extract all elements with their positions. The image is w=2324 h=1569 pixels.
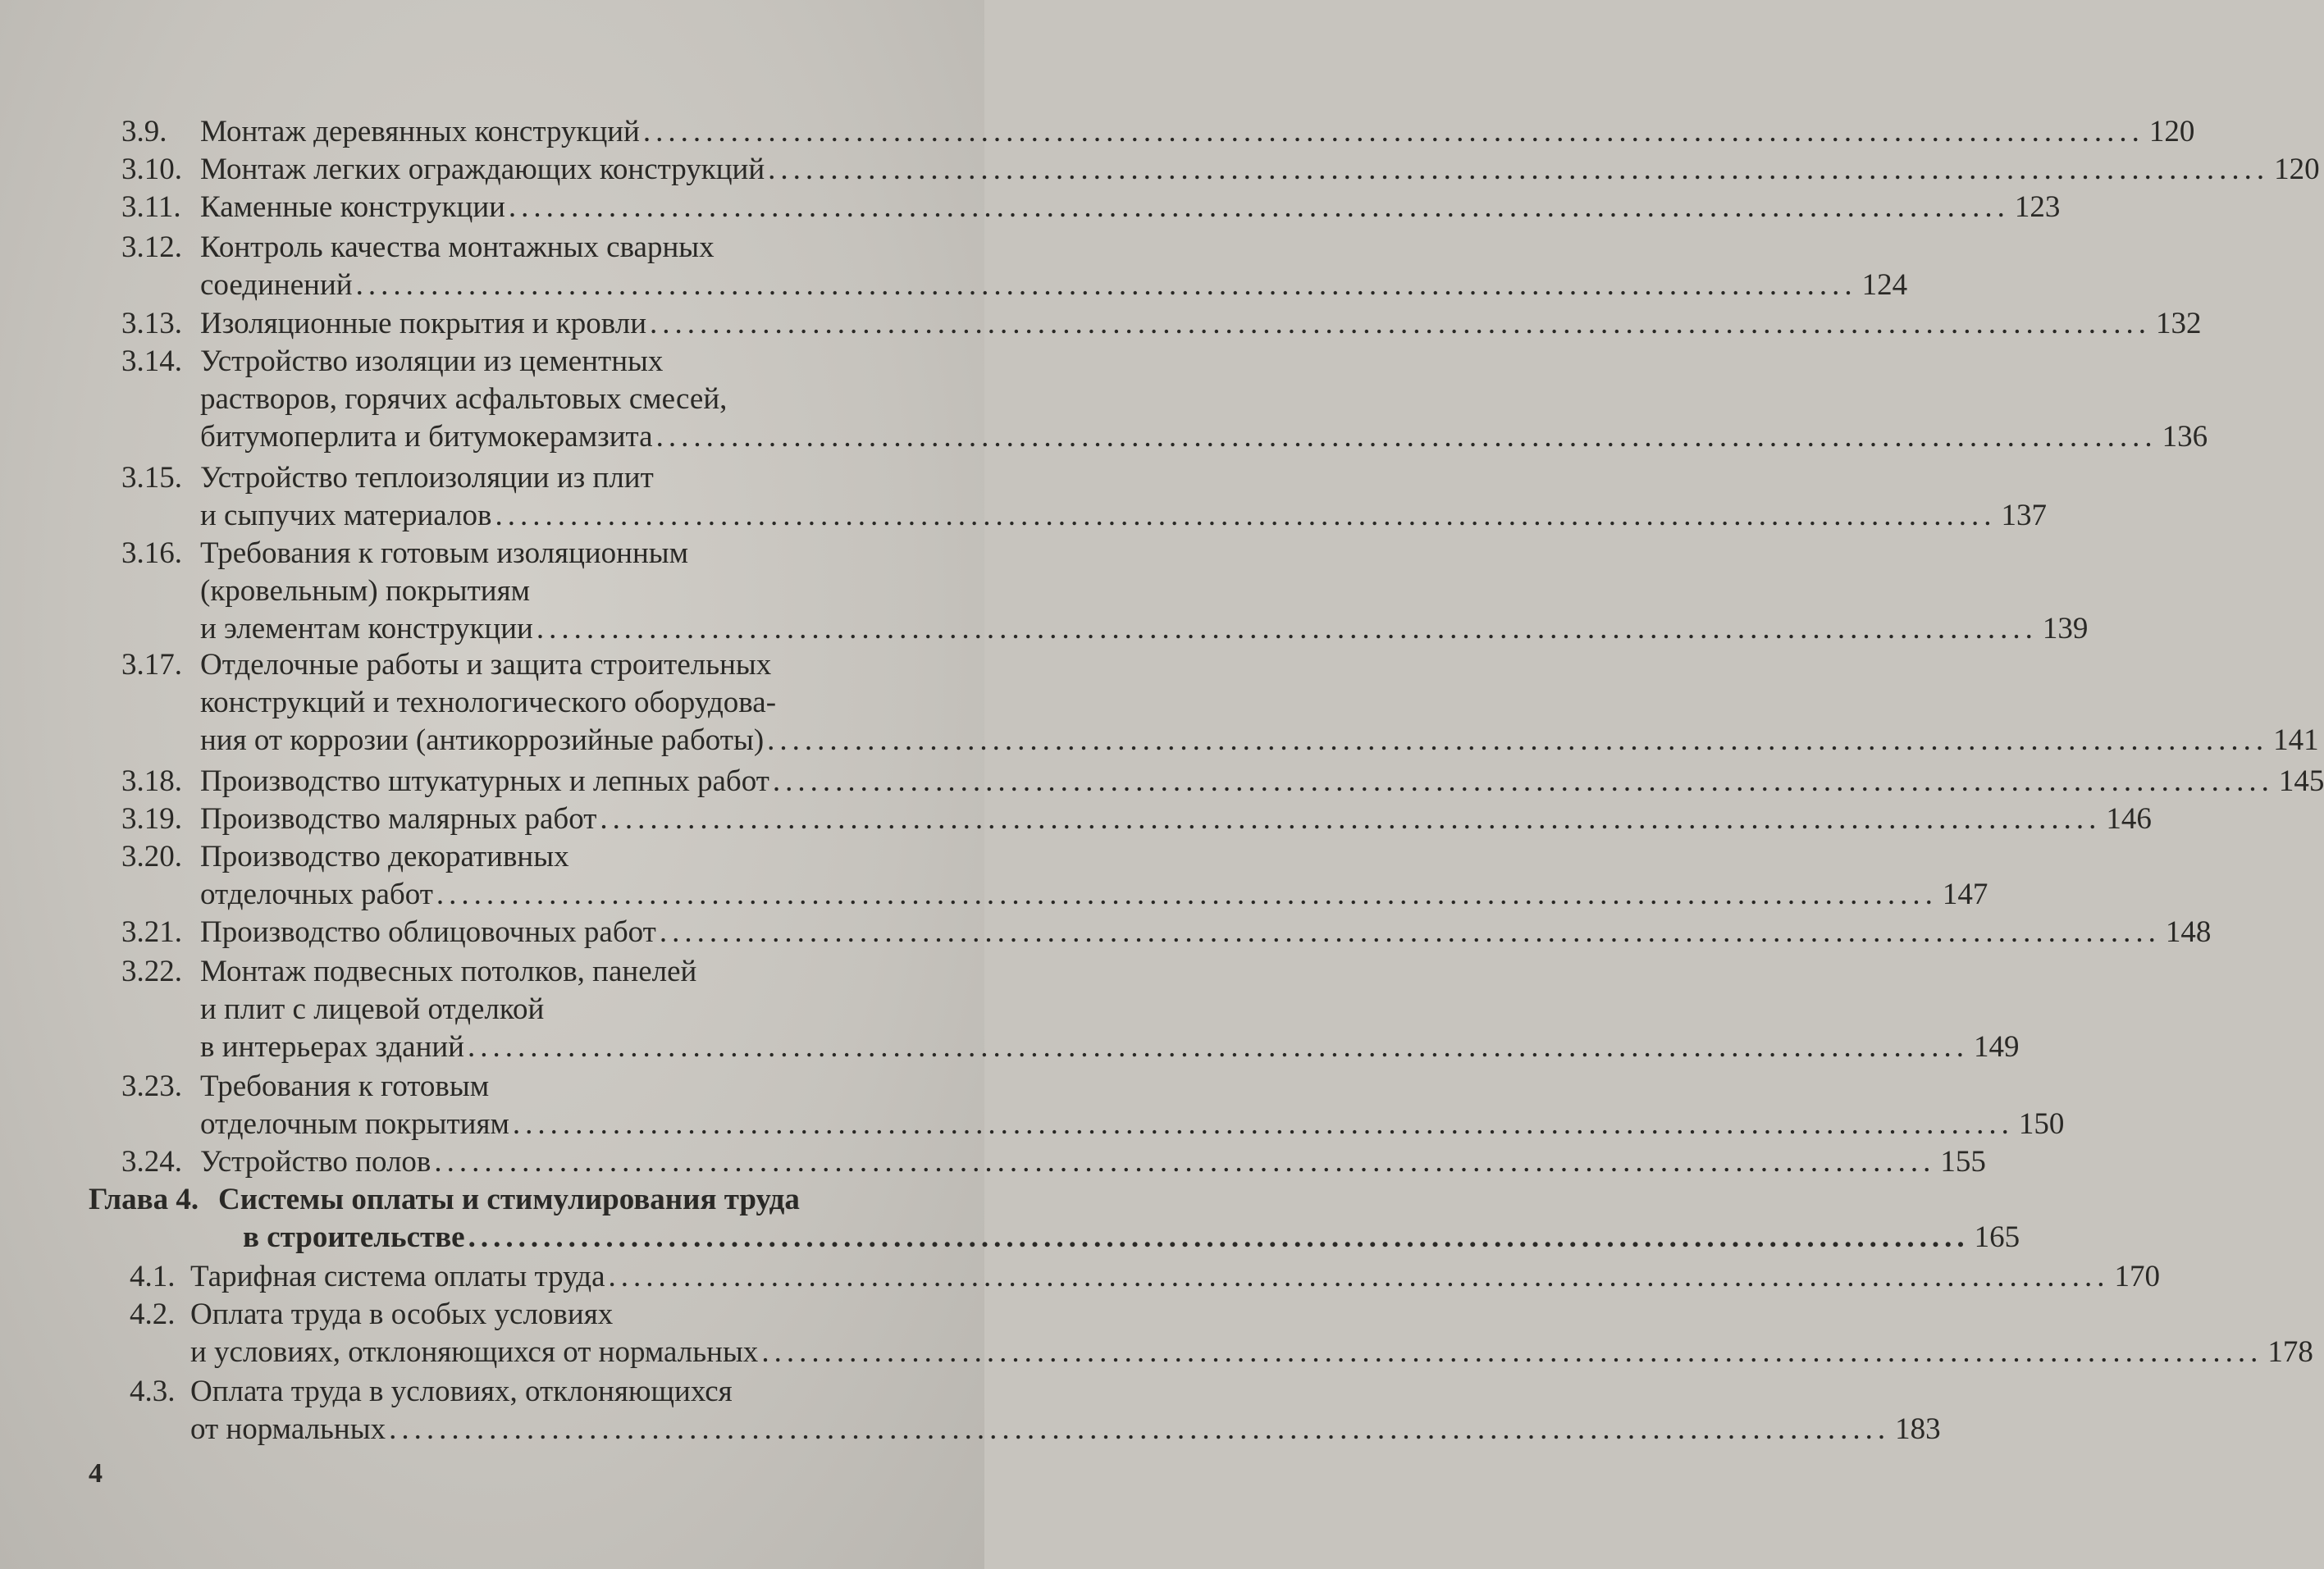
dot-leader: ........................................................................................................................ xyxy=(650,307,2151,340)
toc-entry-page: 183 xyxy=(1895,1412,1941,1446)
dot-leader: ........................................................................................................................ xyxy=(467,1030,1969,1064)
toc-entry-page: 178 xyxy=(2267,1335,2313,1369)
toc-entry-title: (кровельным) покрытиям xyxy=(200,574,530,608)
toc-entry-page: 146 xyxy=(2106,802,2152,836)
toc-entry-page: 147 xyxy=(1942,878,1988,911)
toc-entry-page: 165 xyxy=(1974,1220,2020,1254)
toc-entry-title: и условиях, отклоняющихся от нормальных xyxy=(190,1335,759,1369)
toc-entry-title: и элементам конструкции xyxy=(200,612,533,645)
toc-entry-page: 149 xyxy=(1973,1030,2020,1064)
toc-entry-page: 123 xyxy=(2014,190,2061,224)
dot-leader: ........................................................................................................................ xyxy=(436,878,1938,911)
toc-entry-title: в строительстве xyxy=(243,1220,465,1254)
toc-entry-number: 3.20. xyxy=(121,840,182,873)
toc-entry-number: 4.2. xyxy=(130,1298,176,1331)
toc-entry xyxy=(0,763,2324,800)
toc-entry-title: Каменные конструкции xyxy=(200,190,505,224)
toc-entry-number: 3.23. xyxy=(121,1070,182,1103)
toc-entry-line xyxy=(200,572,530,610)
toc-entry xyxy=(0,1296,2313,1371)
toc-entry-line xyxy=(200,722,2319,759)
toc-entry-title: и сыпучих материалов xyxy=(200,499,492,532)
toc-entry-line xyxy=(200,418,2208,456)
toc-entry-title: соединений xyxy=(200,268,353,302)
toc-entry-number: 3.16. xyxy=(121,536,182,570)
toc-entry-title: Устройство изоляции из цементных xyxy=(200,344,664,378)
toc-entry-number: 3.10. xyxy=(121,153,182,186)
toc-entry-title: Производство облицовочных работ xyxy=(200,915,656,949)
toc-entry-line xyxy=(190,1334,2313,1371)
toc-entry-line xyxy=(200,229,715,267)
toc-entry-title: Производство малярных работ xyxy=(200,802,597,836)
toc-entry-line xyxy=(190,1411,1941,1448)
toc-entry-page: 150 xyxy=(2018,1107,2065,1141)
toc-entry-line xyxy=(200,763,2324,800)
toc-entry-title: Производство штукатурных и лепных работ xyxy=(200,764,769,798)
toc-entry xyxy=(0,646,2319,759)
toc-entry-line xyxy=(200,800,2152,838)
dot-leader: ........................................................................................................................ xyxy=(434,1145,1936,1179)
toc-entry-title: Устройство теплоизоляции из плит xyxy=(200,461,654,495)
toc-entry xyxy=(0,343,2208,456)
toc-entry-number: 3.22. xyxy=(121,955,182,988)
toc-entry-page: 141 xyxy=(2273,723,2319,757)
toc-entry-title: Контроль качества монтажных сварных xyxy=(200,230,715,264)
toc-entry-line xyxy=(200,1143,1986,1181)
toc-entry-line xyxy=(200,113,2195,151)
toc-entry-title: Монтаж легких ограждающих конструкций xyxy=(200,153,765,186)
dot-leader: ........................................................................................................................ xyxy=(655,420,2157,454)
toc-entry-line xyxy=(218,1181,800,1219)
toc-entry-line xyxy=(200,914,2212,951)
toc-entry-page: 145 xyxy=(2278,764,2324,798)
toc-entry-line xyxy=(200,151,2320,189)
toc-entry-line xyxy=(200,1029,2020,1066)
toc-entry-title: Устройство полов xyxy=(200,1145,431,1179)
dot-leader: ........................................................................................................................ xyxy=(772,764,2274,798)
dot-leader: ........................................................................................................................ xyxy=(608,1260,2110,1293)
toc-entry-line xyxy=(200,381,727,418)
toc-entry xyxy=(0,800,2152,838)
toc-entry-line xyxy=(200,189,2061,226)
toc-entry-title: отделочных работ xyxy=(200,878,433,911)
toc-entry-page: 170 xyxy=(2114,1260,2160,1293)
toc-entry-number: 3.18. xyxy=(121,764,182,798)
toc-entry-line xyxy=(200,610,2089,648)
dot-leader: ........................................................................................................................ xyxy=(508,190,2010,224)
dot-leader: ........................................................................................................................ xyxy=(767,723,2269,757)
dot-leader: ........................................................................................................................ xyxy=(600,802,2102,836)
toc-entry xyxy=(0,838,1988,914)
toc-entry-line xyxy=(200,953,696,991)
toc-entry-line xyxy=(200,459,654,497)
toc-entry-line xyxy=(200,991,544,1029)
toc-entry-number: 3.11. xyxy=(121,190,181,224)
toc-entry-line xyxy=(200,497,2047,535)
toc-entry-page: 120 xyxy=(2274,153,2320,186)
toc-entry-number: 4.1. xyxy=(130,1260,176,1293)
toc-entry-page: 148 xyxy=(2165,915,2212,949)
toc-entry-page: 136 xyxy=(2162,420,2208,454)
toc-entry-number: 3.15. xyxy=(121,461,182,495)
toc-entry xyxy=(0,189,2061,226)
toc-entry xyxy=(0,1181,2020,1257)
toc-entry-line xyxy=(200,1106,2065,1143)
toc-entry-title: от нормальных xyxy=(190,1412,386,1446)
toc-entry xyxy=(0,914,2212,951)
toc-entry-line xyxy=(200,838,569,876)
toc-entry-title: Тарифная система оплаты труда xyxy=(190,1260,605,1293)
toc-entry-title: ния от коррозии (антикоррозийные работы) xyxy=(200,723,765,757)
toc-entry-line xyxy=(190,1373,733,1411)
toc-entry-title: Отделочные работы и защита строительных xyxy=(200,648,772,682)
toc-entry-title: Оплата труда в условиях, отклоняющихся xyxy=(190,1375,733,1408)
toc-entry-line xyxy=(200,267,1908,304)
toc-entry xyxy=(0,535,2089,648)
toc-entry-title: Оплата труда в особых условиях xyxy=(190,1298,614,1331)
toc-entry xyxy=(0,305,2202,343)
toc-entry-title: Требования к готовым xyxy=(200,1070,490,1103)
toc-entry-line xyxy=(200,343,663,381)
dot-leader: ........................................................................................................................ xyxy=(468,1220,1970,1254)
toc-entry-title: растворов, горячих асфальтовых смесей, xyxy=(200,382,728,416)
toc-entry xyxy=(0,1373,1941,1448)
toc-entry xyxy=(0,113,2195,151)
toc-entry xyxy=(0,1258,2160,1296)
toc-entry-title: и плит с лицевой отделкой xyxy=(200,992,545,1026)
toc-entry-page: 137 xyxy=(2001,499,2047,532)
toc-entry-line xyxy=(200,876,1988,914)
toc-entry-number: Глава 4. xyxy=(89,1183,199,1216)
toc-entry-line xyxy=(200,1068,489,1106)
toc-entry-number: 3.14. xyxy=(121,344,182,378)
toc-entry-number: 3.9. xyxy=(121,115,167,148)
page-number: 4 xyxy=(89,1458,103,1489)
toc-entry-title: отделочным покрытиям xyxy=(200,1107,509,1141)
toc-entry xyxy=(0,953,2020,1066)
toc-entry xyxy=(0,151,2320,189)
toc-entry-number: 3.19. xyxy=(121,802,182,836)
toc-entry-title: Требования к готовым изоляционным xyxy=(200,536,689,570)
toc-entry-page: 124 xyxy=(1861,268,1908,302)
toc-entry-line xyxy=(200,684,776,722)
toc-entry-title: в интерьерах зданий xyxy=(200,1030,464,1064)
toc-entry-number: 3.21. xyxy=(121,915,182,949)
toc-entry-number: 3.12. xyxy=(121,230,182,264)
dot-leader: ........................................................................................................................ xyxy=(389,1412,1891,1446)
toc-entry xyxy=(0,459,2047,535)
dot-leader: ........................................................................................................................ xyxy=(512,1107,2014,1141)
toc-entry-title: конструкций и технологического оборудова- xyxy=(200,686,777,719)
toc-entry-line xyxy=(190,1296,613,1334)
dot-leader: ........................................................................................................................ xyxy=(642,115,2144,148)
toc-entry-title: битумоперлита и битумокерамзита xyxy=(200,420,653,454)
toc-entry xyxy=(0,1143,1986,1181)
toc-entry-title: Системы оплаты и стимулирования труда xyxy=(218,1183,800,1216)
dot-leader: ........................................................................................................................ xyxy=(659,915,2161,949)
dot-leader: ........................................................................................................................ xyxy=(761,1335,2263,1369)
dot-leader: ........................................................................................................................ xyxy=(495,499,1997,532)
toc-entry-page: 139 xyxy=(2042,612,2089,645)
toc-entry-line xyxy=(200,646,771,684)
dot-leader: ........................................................................................................................ xyxy=(355,268,1857,302)
toc-entry-number: 3.24. xyxy=(121,1145,182,1179)
toc-entry-page: 120 xyxy=(2148,115,2195,148)
toc-entry-title: Монтаж деревянных конструкций xyxy=(200,115,640,148)
toc-entry-title: Монтаж подвесных потолков, панелей xyxy=(200,955,697,988)
toc-entry-line xyxy=(243,1219,2020,1257)
toc-entry-number: 3.13. xyxy=(121,307,182,340)
toc-entry-number: 4.3. xyxy=(130,1375,176,1408)
toc-entry-title: Производство декоративных xyxy=(200,840,569,873)
toc-entry xyxy=(0,1068,2065,1143)
toc-entry-line xyxy=(200,535,688,572)
toc-entry-title: Изоляционные покрытия и кровли xyxy=(200,307,646,340)
toc-entry-line xyxy=(190,1258,2160,1296)
toc-entry-number: 3.17. xyxy=(121,648,182,682)
dot-leader: ........................................................................................................................ xyxy=(768,153,2270,186)
toc-entry-line xyxy=(200,305,2202,343)
toc-entry-page: 155 xyxy=(1940,1145,1986,1179)
toc-entry-page: 132 xyxy=(2156,307,2202,340)
dot-leader: ........................................................................................................................ xyxy=(536,612,2038,645)
toc-entry xyxy=(0,229,1908,304)
